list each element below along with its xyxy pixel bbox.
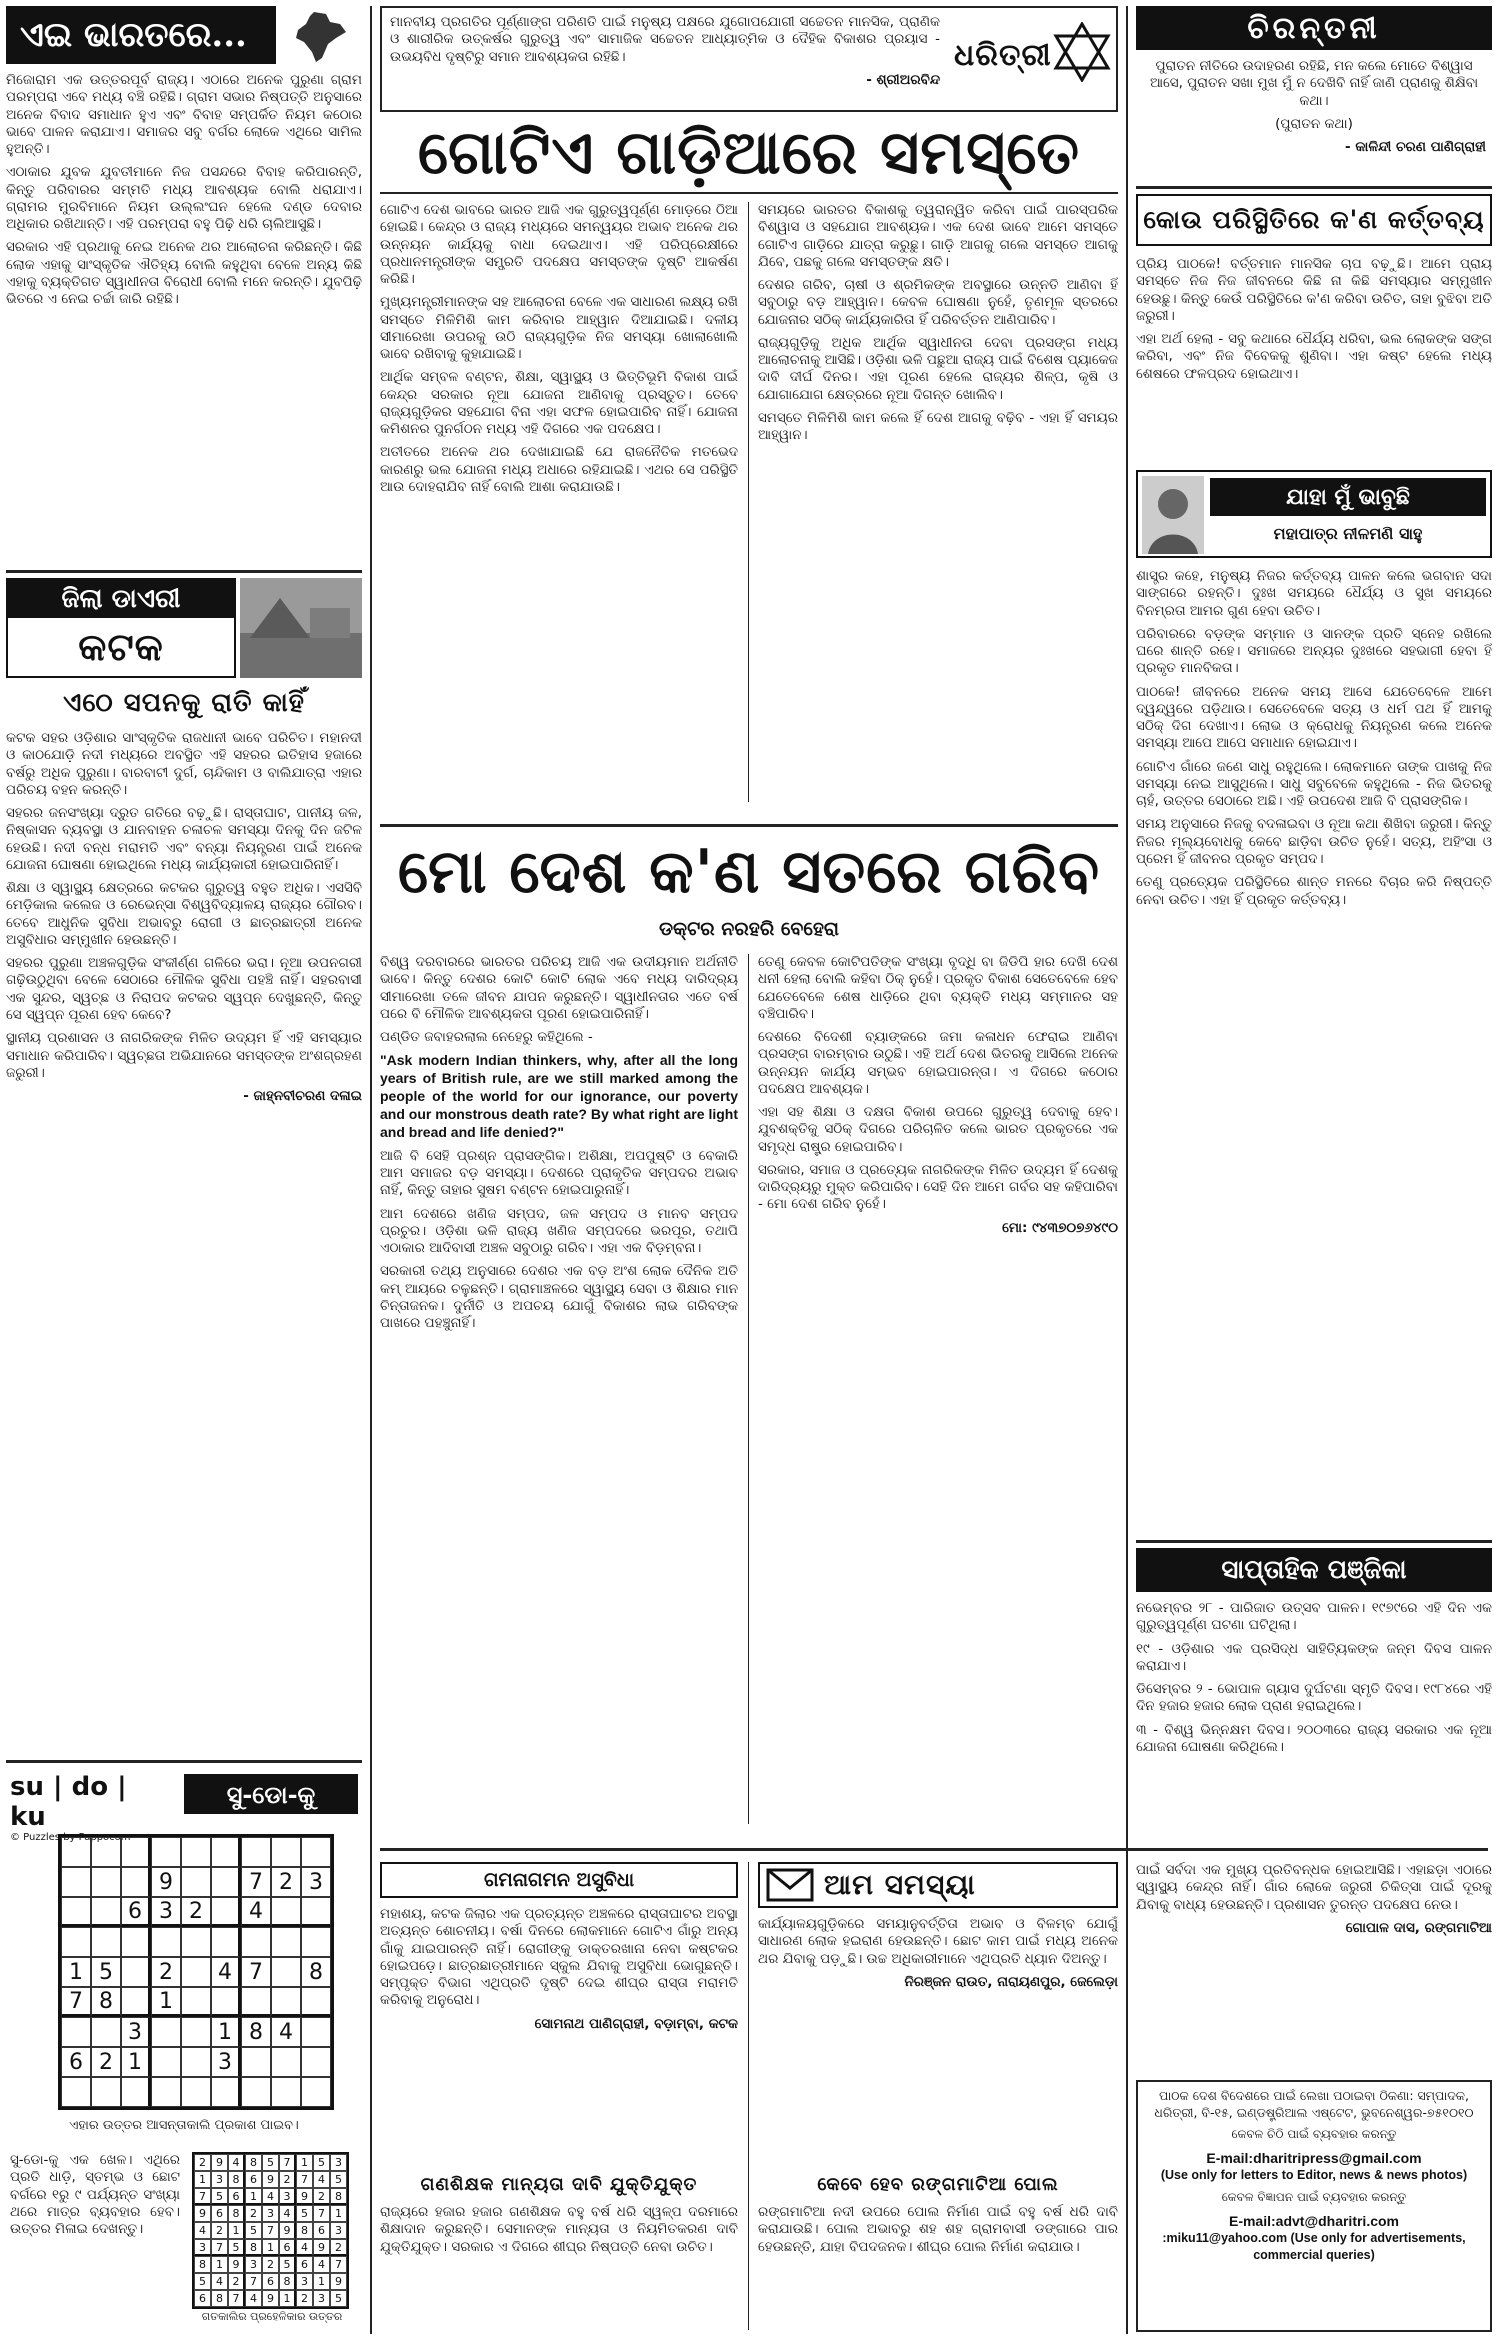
sudoku-cell[interactable] bbox=[181, 1987, 211, 2017]
paragraph: ଶିକ୍ଷା ଓ ସ୍ୱାସ୍ଥ୍ୟ କ୍ଷେତ୍ରରେ କଟକର ଗୁରୁତ୍ୱ ବହୁତ ଅଧିକ। ଏସସିବି ମେଡ଼ିକାଲ କଲେଜ ଓ ରେଭେନ୍ସା ବିଶ୍ୱବିଦ୍ୟାଳୟ ରାଜ୍ୟର ଗୌରବ। ତେବେ ଆଧୁନିକ ସୁବିଧା ଅଭାବରୁ ରୋଗୀ ଓ ଛାତ୍ରଛାତ୍ରୀ ଅନେକ ଅସୁବିଧାର ସମ୍ମୁଖୀନ ହେଉଛନ୍ତି। bbox=[6, 880, 362, 948]
answer-cell: 2 bbox=[211, 2222, 228, 2239]
sudoku-cell[interactable]: 3 bbox=[121, 2017, 151, 2047]
letter-signature: ଗୋପାଳ ଦାସ, ରଙ୍ଗମାଟିଆ bbox=[1345, 1919, 1492, 1936]
letter1-title: ଗମନାଗମନ ଅସୁବିଧା bbox=[380, 1862, 738, 1898]
district-name: କଟକ bbox=[78, 624, 164, 669]
sudoku-cell[interactable] bbox=[61, 2077, 91, 2107]
sudoku-cell[interactable] bbox=[271, 1987, 301, 2017]
sudoku-section bbox=[6, 1768, 362, 2334]
sudoku-cell[interactable] bbox=[301, 1987, 331, 2017]
paragraph: ସ୍ଥାନୀୟ ପ୍ରଶାସନ ଓ ନାଗରିକଙ୍କ ମିଳିତ ଉଦ୍ୟମ ହିଁ ଏହି ସମସ୍ୟାର ସମାଧାନ କରିପାରିବ। ସ୍ୱଚ୍ଛତା ଅଭିଯାନରେ ସମସ୍ତଙ୍କ ଅଂଶଗ୍ରହଣ ଜରୁରୀ। bbox=[6, 1030, 362, 1081]
sudoku-answer-grid bbox=[192, 2152, 349, 2309]
sudoku-cell[interactable] bbox=[301, 2077, 331, 2107]
answer-cell: 9 bbox=[262, 2290, 279, 2307]
letter-body: ରାଜ୍ୟରେ ହଜାର ହଜାର ଗଣଶିକ୍ଷକ ବହୁ ବର୍ଷ ଧରି ସ୍ୱଳ୍ପ ଦରମାରେ ଶିକ୍ଷାଦାନ କରୁଛନ୍ତି। ସେମାନଙ୍କ ମାନ୍ୟତା ଓ ନିୟମିତକରଣ ଦାବି ଯୁକ୍ତିଯୁକ୍ତ। ସରକାର ଏ ଦିଗରେ ଶୀଘ୍ର ନିଷ୍ପତ୍ତି ନେବା ଉଚିତ। bbox=[380, 2204, 738, 2255]
answer-cell: 3 bbox=[330, 2154, 347, 2171]
sudoku-cell[interactable] bbox=[211, 1927, 241, 1957]
answer-cell: 1 bbox=[313, 2273, 330, 2290]
paragraph: ଗୋଟିଏ ଦେଶ ଭାବରେ ଭାରତ ଆଜି ଏକ ଗୁରୁତ୍ୱପୂର୍ଣ୍ଣ ମୋଡ଼ରେ ଠିଆ ହୋଇଛି। କେନ୍ଦ୍ର ଓ ରାଜ୍ୟ ମଧ୍ୟରେ ସମନ୍ୱୟର ଅଭାବ ଅନେକ ଥର ଉନ୍ନୟନ କାର୍ଯ୍ୟକୁ ବାଧା ଦେଇଥାଏ। ଏହି ପରିପ୍ରେକ୍ଷୀରେ ପ୍ରଧାନମନ୍ତ୍ରୀଙ୍କ ସମ୍ପ୍ରତି ପଦକ୍ଷେପ ସମସ୍ତଙ୍କ ଦୃଷ୍ଟି ଆକର୍ଷଣ କରିଛି। bbox=[380, 202, 738, 288]
sudoku-cell[interactable] bbox=[61, 1927, 91, 1957]
sudoku-cell[interactable]: 1 bbox=[121, 2047, 151, 2077]
answer-cell: 3 bbox=[296, 2273, 313, 2290]
paragraph: ଦେଶର ଗରିବ, ଚାଷୀ ଓ ଶ୍ରମିକଙ୍କ ଅବସ୍ଥାରେ ଉନ୍ନତି ଆଣିବା ହିଁ ସବୁଠାରୁ ବଡ଼ ଆହ୍ୱାନ। କେବଳ ଘୋଷଣା ନୁହେଁ, ତୃଣମୂଳ ସ୍ତରରେ ଯୋଜନାର ସଠିକ୍ କାର୍ଯ୍ୟକାରିତା ହିଁ ପରିବର୍ତ୍ତନ ଆଣିପାରିବ। bbox=[758, 277, 1118, 328]
answer-cell: 7 bbox=[245, 2273, 262, 2290]
sudoku-cell[interactable] bbox=[301, 1927, 331, 1957]
sudoku-cell[interactable] bbox=[121, 2077, 151, 2107]
sudoku-cell[interactable]: 5 bbox=[91, 1957, 121, 1987]
paragraph: ଶାସ୍ତ୍ର କହେ, ମନୁଷ୍ୟ ନିଜର କର୍ତ୍ତବ୍ୟ ପାଳନ କଲେ ଭଗବାନ ସଦା ସାଙ୍ଗରେ ରହନ୍ତି। ଦୁଃଖ ସମୟରେ ଧୈର୍ଯ୍ୟ ଓ ସୁଖ ସମୟରେ ବିନମ୍ରତା ଆମର ଗୁଣ ହେବା ଉଚିତ। bbox=[1136, 568, 1492, 619]
sudoku-cell[interactable]: 2 bbox=[151, 1957, 181, 1987]
sudoku-cell[interactable]: 1 bbox=[61, 1957, 91, 1987]
answer-cell: 7 bbox=[330, 2256, 347, 2273]
sudoku-cell[interactable] bbox=[241, 1987, 271, 2017]
poem-source: (ପୁରାତନ କଥା) bbox=[1275, 115, 1353, 132]
sudoku-cell[interactable] bbox=[271, 1837, 301, 1867]
quote-text: ମାନବୀୟ ପ୍ରଗତିର ପୂର୍ଣ୍ଣାଙ୍ଗ ପରିଣତି ପାଇଁ ମନୁଷ୍ୟ ପକ୍ଷରେ ଯୁଗୋପଯୋଗୀ ସଚ୍ଚେତନ ମାନସିକ, ପ୍ରାଣିକ ଓ ଶାରୀରିକ ଉତ୍କର୍ଷର ଗୁରୁତ୍ୱ ଏବଂ ସାମାଜିକ ସଚ୍ଚେତନ ଆଧ୍ୟାତ୍ମିକ ଓ ଦୈହିକ ବିକାଶର ପ୍ରୟାସ - ଉଭୟବିଧ ଦୃଷ୍ଟିରୁ ସମାନ ଆବଶ୍ୟକତା ରହିଛି। bbox=[390, 14, 940, 65]
answer-cell: 6 bbox=[313, 2222, 330, 2239]
answer-cell: 1 bbox=[262, 2239, 279, 2256]
sudoku-cell[interactable] bbox=[121, 1957, 151, 1987]
sudoku-cell[interactable] bbox=[61, 1897, 91, 1927]
sudoku-cell[interactable] bbox=[301, 2047, 331, 2077]
paragraph: ଅତୀତରେ ଅନେକ ଥର ଦେଖାଯାଇଛି ଯେ ରାଜନୈତିକ ମତଭେଦ କାରଣରୁ ଭଲ ଯୋଜନା ମଧ୍ୟ ଅଧାରେ ରହିଯାଇଛି। ଏଥର ସେ ପରିସ୍ଥିତି ଆଉ ଦୋହରାଯିବ ନାହିଁ ବୋଲି ଆଶା କରାଯାଉଛି। bbox=[380, 444, 738, 495]
sudoku-cell[interactable] bbox=[151, 2077, 181, 2107]
envelope-icon bbox=[766, 1868, 814, 1902]
sudoku-cell[interactable]: 2 bbox=[91, 2047, 121, 2077]
answer-cell: 5 bbox=[313, 2154, 330, 2171]
poem-author: - କାଳିନ୍ଦୀ ଚରଣ ପାଣିଗ୍ରାହୀ bbox=[1345, 139, 1486, 156]
paragraph: ଦେଶରେ ବିଦେଶୀ ବ୍ୟାଙ୍କରେ ଜମା କଳାଧନ ଫେରାଇ ଆଣିବା ପ୍ରସଙ୍ଗ ବାରମ୍ବାର ଉଠୁଛି। ଏହି ଅର୍ଥ ଦେଶ ଭିତରକୁ ଆସିଲେ ଅନେକ ଉନ୍ନୟନ କାର୍ଯ୍ୟ ସମ୍ଭବ ହୋଇପାରନ୍ତା। ଏ ଦିଗରେ କଠୋର ପଦକ୍ଷେପ ଆବଶ୍ୟକ। bbox=[758, 1029, 1118, 1097]
answer-cell: 4 bbox=[228, 2154, 245, 2171]
sudoku-cell[interactable] bbox=[181, 1837, 211, 1867]
district-diary bbox=[6, 578, 362, 1668]
answer-cell: 3 bbox=[313, 2290, 330, 2307]
advt-email-alt[interactable]: :miku11@yahoo.com (Use only for advertisements, commercial queries) bbox=[1162, 2231, 1466, 2262]
answer-cell: 9 bbox=[330, 2273, 347, 2290]
answer-cell: 7 bbox=[262, 2222, 279, 2239]
chirantani-section bbox=[1136, 6, 1492, 182]
editor-email[interactable]: E-mail:dharitripress@gmail.com bbox=[1206, 2149, 1422, 2166]
paragraph: କଟକ ସହର ଓଡ଼ିଶାର ସାଂସ୍କୃତିକ ରାଜଧାନୀ ଭାବେ ପରିଚିତ। ମହାନଦୀ ଓ କାଠଯୋଡ଼ି ନଦୀ ମଧ୍ୟରେ ଅବସ୍ଥିତ ଏହି ସହରର ଇତିହାସ ହଜାରେ ବର୍ଷରୁ ଅଧିକ ପୁରୁଣା। ବାରବାଟୀ ଦୁର୍ଗ, ଚାନ୍ଦିକାମ ଓ ବାଲିଯାତ୍ରା ଏହାର ପରିଚୟ ବହନ କରନ୍ତି। bbox=[6, 730, 362, 798]
answer-cell: 8 bbox=[211, 2290, 228, 2307]
district-photo bbox=[240, 578, 362, 678]
answer-cell: 4 bbox=[279, 2205, 296, 2222]
sudoku-cell[interactable] bbox=[301, 1897, 331, 1927]
answer-cell: 8 bbox=[245, 2239, 262, 2256]
sudoku-cell[interactable]: 3 bbox=[151, 1897, 181, 1927]
answer-cell: 2 bbox=[228, 2273, 245, 2290]
answer-cell: 6 bbox=[245, 2171, 262, 2188]
answer-cell: 6 bbox=[262, 2273, 279, 2290]
email-label: କେବଳ ଚିଠି ପାଇଁ ବ୍ୟବହାର କରନ୍ତୁ bbox=[1231, 2127, 1397, 2141]
answer-cell: 3 bbox=[211, 2171, 228, 2188]
paragraph: ରାଜ୍ୟଗୁଡ଼ିକୁ ଅଧିକ ଆର୍ଥିକ ସ୍ୱାଧୀନତା ଦେବା ପ୍ରସଙ୍ଗ ମଧ୍ୟ ଆଲୋଚନାକୁ ଆସିଛି। ଓଡ଼ିଶା ଭଳି ପଛୁଆ ରାଜ୍ୟ ପାଇଁ ବିଶେଷ ପ୍ୟାକେଜ ଦାବି ଦୀର୍ଘ ଦିନର। ଏହା ପୂରଣ ହେଲେ ରାଜ୍ୟର ଶିଳ୍ପ, କୃଷି ଓ ଯୋଗାଯୋଗ କ୍ଷେତ୍ରରେ ନୂଆ ଦିଗନ୍ତ ଖୋଲିବ। bbox=[758, 334, 1118, 403]
district-headline: ଏଠେ ସପନକୁ ରାତି କାହିଁ bbox=[63, 688, 305, 718]
answer-cell: 3 bbox=[262, 2205, 279, 2222]
paragraph: ସରକାର, ସମାଜ ଓ ପ୍ରତ୍ୟେକ ନାଗରିକଙ୍କ ମିଳିତ ଉଦ୍ୟମ ହିଁ ଦେଶକୁ ଦାରିଦ୍ର୍ୟରୁ ମୁକ୍ତ କରିପାରିବ। ସେହି ଦିନ ଆମେ ଗର୍ବର ସହ କହିପାରିବା - ମୋ ଦେଶ ଗରିବ ନୁହେଁ। bbox=[758, 1161, 1118, 1213]
sudoku-cell[interactable] bbox=[151, 1927, 181, 1957]
answer-cell: 8 bbox=[296, 2222, 313, 2239]
letter-body: ପାଇଁ ସର୍ବଦା ଏକ ମୁଖ୍ୟ ପ୍ରତିବନ୍ଧକ ହୋଇଆସିଛି। ଏହାଛଡ଼ା ଏଠାରେ ସ୍ୱାସ୍ଥ୍ୟ କେନ୍ଦ୍ର ନାହିଁ। ଗାଁର ଲୋକେ ଜରୁରୀ ଚିକିତ୍ସା ପାଇଁ ଦୂରକୁ ଯିବାକୁ ବାଧ୍ୟ ହେଉଛନ୍ତି। ପ୍ରଶାସନ ତୁରନ୍ତ ପଦକ୍ଷେପ ନେଉ। bbox=[1136, 1862, 1492, 1913]
sudoku-cell[interactable] bbox=[151, 1837, 181, 1867]
sudoku-cell[interactable] bbox=[61, 2017, 91, 2047]
paragraph: ତେଣୁ କେବଳ କୋଟିପତିଙ୍କ ସଂଖ୍ୟା ବୃଦ୍ଧି ବା ଜିଡିପି ହାର ଦେଖି ଦେଶ ଧନୀ ହେଲା ବୋଲି କହିବା ଠିକ୍ ନୁହେଁ। ପ୍ରକୃତ ବିକାଶ ସେତେବେଳେ ହେବ ଯେତେବେଳେ ଶେଷ ଧାଡ଼ିରେ ଥିବା ବ୍ୟକ୍ତି ମଧ୍ୟ ସମ୍ମାନର ସହ ବଞ୍ଚିପାରିବ। bbox=[758, 954, 1118, 1022]
paragraph: ଏଠାକାର ଯୁବକ ଯୁବତୀମାନେ ନିଜ ପସନ୍ଦରେ ବିବାହ କରିପାରନ୍ତି, କିନ୍ତୁ ପରିବାରର ସମ୍ମତି ମଧ୍ୟ ଆବଶ୍ୟକ ବୋଲି ଧରାଯାଏ। ଗ୍ରାମର ମୁରବିମାନେ ନିୟମ ଉଲ୍ଲଂଘନ ହେଲେ ଦଣ୍ଡ ଦେବାର ଅଧିକାର ରଖିଥାନ୍ତି। ଏହି ପରମ୍ପରା ବହୁ ପିଢ଼ି ଧରି ଚାଲିଆସୁଛି। bbox=[6, 164, 362, 233]
answer-cell: 3 bbox=[279, 2188, 296, 2205]
contact-address: ପାଠକ ଦେଶ ବିଦେଶରେ ପାଇଁ ଲେଖା ପଠାଇବା ଠିକଣା: ସମ୍ପାଦକ, ଧରିତ୍ରୀ, ବି-୧୫, ଇଣ୍ଡଷ୍ଟ୍ରିଆଲ ଏଷ୍ଟେଟ, ଭୁବନେଶ୍ୱର-୭୫୧୦୧୦ bbox=[1154, 2088, 1474, 2120]
paper-name: ଧରିତ୍ରୀ bbox=[954, 38, 1052, 73]
letter2-title: ଗଣଶିକ୍ଷକ ମାନ୍ୟତା ଦାବି ଯୁକ୍ତିଯୁକ୍ତ bbox=[420, 2174, 698, 2195]
feature-article bbox=[380, 832, 1118, 1842]
quote-author: - ଶ୍ରୀଅରବିନ୍ଦ bbox=[866, 71, 940, 88]
sudoku-cell[interactable] bbox=[121, 1837, 151, 1867]
answer-cell: 1 bbox=[228, 2222, 245, 2239]
sudoku-title: ସୁ-ଡୋ-କୁ bbox=[184, 1774, 358, 1814]
paragraph: ମିଜୋରାମ ଏକ ଉତ୍ତରପୂର୍ବ ରାଜ୍ୟ। ଏଠାରେ ଅନେକ ପୁରୁଣା ଗ୍ରାମ ପରମ୍ପରା ଏବେ ମଧ୍ୟ ବଞ୍ଚି ରହିଛି। ଗ୍ରାମ ସଭାର ନିଷ୍ପତ୍ତି ଅନୁସାରେ ଅନେକ ବିବାଦ ସମାଧାନ ହୁଏ ଏବଂ ବିବାହ ସମ୍ପର୍କିତ ନିୟମ କଠୋର ଭାବେ ପାଳନ କରାଯାଏ। ସମାଜର ସବୁ ବର୍ଗର ଲୋକେ ଏଥିରେ ସାମିଲ ହୁଅନ୍ତି। bbox=[6, 72, 362, 158]
paragraph: ଆମ ଦେଶରେ ଖଣିଜ ସମ୍ପଦ, ଜଳ ସମ୍ପଦ ଓ ମାନବ ସମ୍ପଦ ପ୍ରଚୁର। ଓଡ଼ିଶା ଭଳି ରାଜ୍ୟ ଖଣିଜ ସମ୍ପଦରେ ଭରପୂର, ତଥାପି ଏଠାକାର ଆଦିବାସୀ ଅଞ୍ଚଳ ସବୁଠାରୁ ଗରିବ। ଏହା ଏକ ବିଡ଼ମ୍ବନା। bbox=[380, 1205, 738, 1257]
sudoku-cell[interactable] bbox=[271, 1957, 301, 1987]
sudoku-cell[interactable] bbox=[181, 1867, 211, 1897]
sudoku-cell[interactable] bbox=[241, 2077, 271, 2107]
answer-cell: 8 bbox=[279, 2273, 296, 2290]
sudoku-cell[interactable]: 7 bbox=[241, 1957, 271, 1987]
answer-cell: 8 bbox=[228, 2171, 245, 2188]
letters-title: ଆମ ସମସ୍ୟା bbox=[824, 1868, 976, 1901]
paragraph: ସହରର ଜନସଂଖ୍ୟା ଦ୍ରୁତ ଗତିରେ ବଢ଼ୁଛି। ରାସ୍ତାଘାଟ, ପାନୀୟ ଜଳ, ନିଷ୍କାସନ ବ୍ୟବସ୍ଥା ଓ ଯାନବାହନ ଚଳାଚଳ ସମସ୍ୟା ଦିନକୁ ଦିନ ଜଟିଳ ହେଉଛି। ନଦୀ ବନ୍ଧ ମରାମତି ଏବଂ ବନ୍ୟା ନିୟନ୍ତ୍ରଣ ପାଇଁ ଅନେକ ଯୋଜନା ଘୋଷଣା ହୋଇଥିଲେ ମଧ୍ୟ କାର୍ଯ୍ୟକାରୀ ହୋଇପାରିନାହିଁ। bbox=[6, 805, 362, 873]
answer-cell: 6 bbox=[228, 2188, 245, 2205]
paragraph: ସମସ୍ତେ ମିଳିମିଶି କାମ କଲେ ହିଁ ଦେଶ ଆଗକୁ ବଢ଼ିବ - ଏହା ହିଁ ସମୟର ଆହ୍ୱାନ। bbox=[758, 409, 1118, 444]
sudoku-cell[interactable]: 6 bbox=[61, 2047, 91, 2077]
panjika-entry: ନଭେମ୍ବର ୨୮ - ପାରିଜାତ ଉତ୍ସବ ପାଳନ। ୧୯୭୯ରେ ଏହି ଦିନ ଏକ ଗୁରୁତ୍ୱପୂର୍ଣ୍ଣ ଘଟଣା ଘଟିଥିଲା। bbox=[1136, 1600, 1492, 1634]
sudoku-cell[interactable]: 3 bbox=[211, 2047, 241, 2077]
advt-email[interactable]: E-mail:advt@dharitri.com bbox=[1228, 2212, 1400, 2229]
paragraph: ଏହା ସହ ଶିକ୍ଷା ଓ ଦକ୍ଷତା ବିକାଶ ଉପରେ ଗୁରୁତ୍ୱ ଦେବାକୁ ହେବ। ଯୁବଶକ୍ତିକୁ ସଠିକ୍ ଦିଗରେ ପରିଚାଳିତ କଲେ ଭାରତ ପ୍ରକୃତରେ ଏକ ସମୃଦ୍ଧ ରାଷ୍ଟ୍ର ହୋଇପାରିବ। bbox=[758, 1104, 1118, 1155]
answer-cell: 2 bbox=[330, 2239, 347, 2256]
answer-cell: 3 bbox=[245, 2256, 262, 2273]
answer-cell: 4 bbox=[194, 2222, 211, 2239]
sudoku-cell[interactable] bbox=[241, 1927, 271, 1957]
paragraph: ସରକାର ଏହି ପ୍ରଥାକୁ ନେଇ ଅନେକ ଥର ଆଲୋଚନା କରିଛନ୍ତି। କିଛି ଲୋକ ଏହାକୁ ସାଂସ୍କୃତିକ ଐତିହ୍ୟ ବୋଲି କହୁଥିବା ବେଳେ ଅନ୍ୟ କିଛି ଏହାକୁ ବ୍ୟକ୍ତିଗତ ସ୍ୱାଧୀନତା ବିରୋଧୀ ବୋଲି ମନେ କରନ୍ତି। ଯୁବପିଢ଼ି ଭିତରେ ଏ ନେଇ ଚର୍ଚ୍ଚା ଜାରି ରହିଛି। bbox=[6, 239, 362, 308]
answer-cell: 5 bbox=[279, 2256, 296, 2273]
answer-cell: 7 bbox=[296, 2171, 313, 2188]
sudoku-cell[interactable] bbox=[91, 1837, 121, 1867]
sudoku-note: ଏହାର ଉତ୍ତର ଆସନ୍ତାକାଲି ପ୍ରକାଶ ପାଇବ। bbox=[69, 2118, 299, 2133]
answer-cell: 7 bbox=[313, 2205, 330, 2222]
answer-cell: 9 bbox=[194, 2205, 211, 2222]
paragraph: ମୁଖ୍ୟମନ୍ତ୍ରୀମାନଙ୍କ ସହ ଆଲୋଚନା ବେଳେ ଏକ ସାଧାରଣ ଲକ୍ଷ୍ୟ ରଖି ସମସ୍ତେ ମିଳିମିଶି କାମ କରିବାର ଆହ୍ୱାନ ଦିଆଯାଇଛି। ଦଳୀୟ ସୀମାରେଖା ଉପରକୁ ଉଠି ରାଜ୍ୟଗୁଡ଼ିକ ନିଜ ସମସ୍ୟା ଖୋଲାଖୋଲି ଭାବେ ରଖିବାକୁ କୁହାଯାଇଛି। bbox=[380, 294, 738, 363]
sudoku-cell[interactable]: 4 bbox=[241, 1897, 271, 1927]
answer-cell: 4 bbox=[313, 2256, 330, 2273]
sudoku-cell[interactable] bbox=[91, 1867, 121, 1897]
paper-logo bbox=[954, 18, 1114, 104]
answer-cell: 8 bbox=[330, 2188, 347, 2205]
answer-cell: 9 bbox=[296, 2188, 313, 2205]
district-label: ଜିଲା ଡାଏରୀ bbox=[8, 580, 234, 618]
paragraph: ବିଶ୍ୱ ଦରବାରରେ ଭାରତର ପରିଚୟ ଆଜି ଏକ ଉଦୀୟମାନ ଅର୍ଥନୀତି ଭାବେ। କିନ୍ତୁ ଦେଶର କୋଟି କୋଟି ଲୋକ ଏବେ ମଧ୍ୟ ଦାରିଦ୍ର୍ୟ ସୀମାରେଖା ତଳେ ଜୀବନ ଯାପନ କରୁଛନ୍ତି। ସ୍ୱାଧୀନତାର ଏତେ ବର୍ଷ ପରେ ବି ମୌଳିକ ଆବଶ୍ୟକତା ପୂରଣ ହୋଇପାରିନାହିଁ। bbox=[380, 954, 738, 1022]
answer-cell: 2 bbox=[194, 2154, 211, 2171]
paragraph: ପରିବାରରେ ବଡ଼ଙ୍କ ସମ୍ମାନ ଓ ସାନଙ୍କ ପ୍ରତି ସ୍ନେହ ରଖିଲେ ଘରେ ଶାନ୍ତି ରହେ। ସମାଜରେ ଅନ୍ୟର ଦୁଃଖରେ ସହଭାଗୀ ହେବା ହିଁ ପ୍ରକୃତ ମାନବିକତା। bbox=[1136, 625, 1492, 677]
masthead-quote bbox=[380, 6, 1118, 112]
answer-cell: 6 bbox=[296, 2256, 313, 2273]
answer-cell: 9 bbox=[262, 2171, 279, 2188]
answer-cell: 2 bbox=[245, 2205, 262, 2222]
sudoku-cell[interactable]: 7 bbox=[241, 1867, 271, 1897]
answer-cell: 2 bbox=[296, 2290, 313, 2307]
answer-cell: 1 bbox=[211, 2256, 228, 2273]
paragraph: ସରକାରୀ ତଥ୍ୟ ଅନୁସାରେ ଦେଶର ଏକ ବଡ଼ ଅଂଶ ଲୋକ ଦୈନିକ ଅତି କମ୍ ଆୟରେ ଚଳୁଛନ୍ତି। ଗ୍ରାମାଞ୍ଚଳରେ ସ୍ୱାସ୍ଥ୍ୟ ସେବା ଓ ଶିକ୍ଷାର ମାନ ଚିନ୍ତାଜନକ। ଦୁର୍ନୀତି ଓ ଅପଚୟ ଯୋଗୁଁ ବିକାଶର ଲାଭ ଗରିବଙ୍କ ପାଖରେ ପହଞ୍ଚୁନାହିଁ। bbox=[380, 1263, 738, 1332]
sudoku-cell[interactable] bbox=[271, 1927, 301, 1957]
sudoku-cell[interactable]: 4 bbox=[271, 2017, 301, 2047]
letter-body: ରଙ୍ଗମାଟିଆ ନଦୀ ଉପରେ ପୋଲ ନିର୍ମାଣ ପାଇଁ ବହୁ ବର୍ଷ ଧରି ଦାବି କରାଯାଉଛି। ପୋଲ ଅଭାବରୁ ଶହ ଶହ ଗ୍ରାମବାସୀ ଡଙ୍ଗାରେ ପାର ହେଉଛନ୍ତି, ଯାହା ବିପଦଜନକ। ଶୀଘ୍ର ପୋଲ ନିର୍ମାଣ କରାଯାଉ। bbox=[758, 2204, 1118, 2255]
letters-section bbox=[380, 1856, 1118, 2334]
sudoku-cell[interactable] bbox=[61, 1867, 91, 1897]
paragraph: ଆର୍ଥିକ ସମ୍ବଳ ବଣ୍ଟନ, ଶିକ୍ଷା, ସ୍ୱାସ୍ଥ୍ୟ ଓ ଭିତ୍ତିଭୂମି ବିକାଶ ପାଇଁ କେନ୍ଦ୍ର ସରକାର ନୂଆ ଯୋଜନା ଆଣିବାକୁ ପ୍ରସ୍ତୁତ। ତେବେ ରାଜ୍ୟଗୁଡ଼ିକର ସହଯୋଗ ବିନା ଏହା ସଫଳ ହୋଇପାରିବ ନାହିଁ। ଯୋଜନା କମିଶନର ପୁନର୍ଗଠନ ମଧ୍ୟ ଏହି ଦିଗରେ ଏକ ପଦକ୍ଷେପ। bbox=[380, 369, 738, 438]
answer-cell: 1 bbox=[194, 2171, 211, 2188]
sudoku-cell[interactable]: 3 bbox=[301, 1867, 331, 1897]
answer-cell: 9 bbox=[211, 2154, 228, 2171]
answer-cell: 2 bbox=[279, 2171, 296, 2188]
lead-article bbox=[380, 118, 1118, 818]
feature-headline: ମୋ ଦେଶ କ'ଣ ସତରେ ଗରିବ bbox=[397, 837, 1101, 907]
answer-cell: 8 bbox=[245, 2154, 262, 2171]
sudoku-cell[interactable]: 7 bbox=[61, 1987, 91, 2017]
answer-cell: 1 bbox=[279, 2290, 296, 2307]
answer-cell: 7 bbox=[279, 2154, 296, 2171]
sudoku-cell[interactable] bbox=[241, 2047, 271, 2077]
paragraph: ପାଠକେ! ଜୀବନରେ ଅନେକ ସମୟ ଆସେ ଯେତେବେଳେ ଆମେ ଦ୍ୱନ୍ଦ୍ୱରେ ପଡ଼ିଥାଉ। ସେତେବେଳେ ସତ୍ୟ ଓ ଧର୍ମ ପଥ ହିଁ ଆମକୁ ସଠିକ୍ ଦିଗ ଦେଖାଏ। ଲୋଭ ଓ କ୍ରୋଧକୁ ନିୟନ୍ତ୍ରଣ କଲେ ଅନେକ ସମସ୍ୟା ଆପେ ଆପେ ସମାଧାନ ହୋଇଯାଏ। bbox=[1136, 683, 1492, 752]
answer-cell: 6 bbox=[211, 2205, 228, 2222]
sudoku-grid bbox=[58, 1834, 334, 2110]
sudoku-cell[interactable] bbox=[181, 2017, 211, 2047]
answer-cell: 7 bbox=[194, 2188, 211, 2205]
star-logo-icon bbox=[1052, 22, 1112, 82]
answer-cell: 2 bbox=[262, 2256, 279, 2273]
answer-cell: 9 bbox=[279, 2222, 296, 2239]
panjika-section bbox=[1136, 1548, 1492, 1842]
panjika-title: ସାପ୍ତାହିକ ପଞ୍ଜିକା bbox=[1136, 1548, 1492, 1592]
sudoku-cell[interactable] bbox=[301, 1837, 331, 1867]
sudoku-cell[interactable]: 8 bbox=[241, 2017, 271, 2047]
column-title: ଯାହା ମୁଁ ଭାବୁଛି bbox=[1210, 478, 1486, 516]
lead-headline: ଗୋଟିଏ ଗାଡ଼ିଆରେ ସମସ୍ତେ bbox=[417, 118, 1081, 188]
sudoku-cell[interactable]: 1 bbox=[211, 2017, 241, 2047]
paragraph: ପ୍ରିୟ ପାଠକେ! ବର୍ତ୍ତମାନ ମାନସିକ ଚାପ ବଢ଼ୁଛି। ଆମେ ପ୍ରାୟ ସମସ୍ତେ ନିଜ ନିଜ ଜୀବନରେ କିଛି ନା କିଛି ସମସ୍ୟାର ସମ୍ମୁଖୀନ ହେଉଛୁ। କିନ୍ତୁ କେଉଁ ପରିସ୍ଥିତିରେ କ'ଣ କରିବା ଉଚିତ, ତାହା ବୁଝିବା ଅତି ଜରୁରୀ। bbox=[1136, 256, 1492, 324]
answer-cell: 8 bbox=[228, 2205, 245, 2222]
sudoku-cell[interactable] bbox=[61, 1837, 91, 1867]
paragraph: ପଣ୍ଡିତ ଜବାହରଲାଲ ନେହେରୁ କହିଥିଲେ - bbox=[380, 1029, 593, 1046]
email-note: (Use only for letters to Editor, news & news photos) bbox=[1160, 2168, 1468, 2183]
sudoku-logo: su | do | ku © Puzzles by Pappocom bbox=[10, 1772, 131, 1843]
answer-cell: 5 bbox=[330, 2290, 347, 2307]
letter-body: କାର୍ଯ୍ୟାଳୟଗୁଡ଼ିକରେ ସମୟାନୁବର୍ତ୍ତିତା ଅଭାବ ଓ ବିଳମ୍ବ ଯୋଗୁଁ ସାଧାରଣ ଲୋକ ହଇରାଣ ହେଉଛନ୍ତି। ଛୋଟ କାମ ପାଇଁ ମଧ୍ୟ ଅନେକ ଥର ଯିବାକୁ ପଡ଼ୁଛି। ଉଚ୍ଚ ଅଧିକାରୀମାନେ ଏଥିପ୍ରତି ଧ୍ୟାନ ଦିଅନ୍ତୁ। bbox=[758, 1916, 1118, 1967]
sudoku-cell[interactable] bbox=[181, 1957, 211, 1987]
district-header bbox=[6, 578, 236, 678]
author-signature: - ଜାହ୍ନବୀଚରଣ ଦଳାଇ bbox=[243, 1088, 362, 1105]
sudoku-cell[interactable] bbox=[301, 2017, 331, 2047]
answer-cell: 4 bbox=[211, 2273, 228, 2290]
answer-cell: 6 bbox=[279, 2239, 296, 2256]
sudoku-cell[interactable]: 2 bbox=[271, 1867, 301, 1897]
answer-caption: ଗତକାଲିର ପ୍ରହେଳିକାର ଉତ୍ତର bbox=[201, 2310, 343, 2323]
sudoku-cell[interactable] bbox=[181, 1927, 211, 1957]
answer-cell: 4 bbox=[262, 2188, 279, 2205]
left-top-section bbox=[6, 6, 362, 554]
poem: ପୁରାତନ ନୀତିରେ ଉଦାହରଣ ରହିଛି, ମନ କଲେ ମୋତେ ବିଶ୍ୱାସ ଆସେ, ପୁରାତନ ସଖା ମୁଖ ମୁଁ ନ ଦେଖିବି ନାହିଁ ଜାଣି ପ୍ରାଣକୁ ଶିକ୍ଷିବା କଥା। bbox=[1149, 58, 1479, 109]
answer-cell: 7 bbox=[211, 2239, 228, 2256]
paragraph: ତେଣୁ ପ୍ରତ୍ୟେକ ପରିସ୍ଥିତିରେ ଶାନ୍ତ ମନରେ ବିଚାର କରି ନିଷ୍ପତ୍ତି ନେବା ଉଚିତ। ଏହା ହିଁ ପ୍ରକୃତ କର୍ତ୍ତବ୍ୟ। bbox=[1136, 874, 1492, 908]
sudoku-cell[interactable] bbox=[211, 1867, 241, 1897]
answer-cell: 4 bbox=[296, 2239, 313, 2256]
sudoku-cell[interactable] bbox=[91, 1897, 121, 1927]
contact-box bbox=[1136, 2080, 1492, 2332]
sudoku-cell[interactable] bbox=[211, 1837, 241, 1867]
sudoku-cell[interactable]: 2 bbox=[181, 1897, 211, 1927]
answer-cell: 5 bbox=[262, 2154, 279, 2171]
letters-right bbox=[1136, 1856, 1492, 2076]
sudoku-cell[interactable]: 1 bbox=[151, 1987, 181, 2017]
paragraph: ସମୟ ଅନୁସାରେ ନିଜକୁ ବଦଳାଇବା ଓ ନୂଆ କଥା ଶିଖିବା ଜରୁରୀ। କିନ୍ତୁ ନିଜର ମୂଲ୍ୟବୋଧକୁ କେବେ ଛାଡ଼ିବା ଉଚିତ ନୁହେଁ। ସତ୍ୟ, ଅହିଂସା ଓ ପ୍ରେମ ହିଁ ଜୀବନର ପ୍ରକୃତ ସମ୍ପଦ। bbox=[1136, 816, 1492, 867]
answer-cell: 1 bbox=[330, 2205, 347, 2222]
answer-cell: 7 bbox=[228, 2290, 245, 2307]
panjika-entry: ଡିସେମ୍ବର ୨ - ଭୋପାଳ ଗ୍ୟାସ ଦୁର୍ଘଟଣା ସ୍ମୃତି ଦିବସ। ୧୯୮୪ରେ ଏହି ଦିନ ହଜାର ହଜାର ଲୋକ ପ୍ରାଣ ହରାଇଥିଲେ। bbox=[1136, 1681, 1492, 1715]
answer-cell: 8 bbox=[194, 2256, 211, 2273]
answer-cell: 5 bbox=[296, 2205, 313, 2222]
section-title: ଏଇ ଭାରତରେ... bbox=[6, 6, 276, 64]
sudoku-cell[interactable]: 8 bbox=[301, 1957, 331, 1987]
paragraph: ଆଜି ବି ସେହି ପ୍ରଶ୍ନ ପ୍ରାସଙ୍ଗିକ। ଅଶିକ୍ଷା, ଅପପୁଷ୍ଟି ଓ ବେକାରି ଆମ ସମାଜର ବଡ଼ ସମସ୍ୟା। ଦେଶରେ ପ୍ରାକୃତିକ ସମ୍ପଦର ଅଭାବ ନାହିଁ, କିନ୍ତୁ ତାହାର ସୁଷମ ବଣ୍ଟନ ହୋଇପାରୁନାହିଁ। bbox=[380, 1147, 738, 1199]
answer-cell: 2 bbox=[313, 2188, 330, 2205]
sudoku-cell[interactable] bbox=[91, 2017, 121, 2047]
sudoku-cell[interactable] bbox=[211, 1897, 241, 1927]
answer-cell: 4 bbox=[245, 2290, 262, 2307]
sudoku-cell[interactable] bbox=[91, 2077, 121, 2107]
answer-cell: 5 bbox=[330, 2171, 347, 2188]
sudoku-cell[interactable] bbox=[181, 2077, 211, 2107]
letter-body: ମହାଶୟ, କଟକ ଜିଲାର ଏକ ପ୍ରତ୍ୟନ୍ତ ଅଞ୍ଚଳରେ ରାସ୍ତାଘାଟର ଅବସ୍ଥା ଅତ୍ୟନ୍ତ ଶୋଚନୀୟ। ବର୍ଷା ଦିନରେ ଲୋକମାନେ ଗୋଟିଏ ଗାଁରୁ ଅନ୍ୟ ଗାଁକୁ ଯାଇପାରନ୍ତି ନାହିଁ। ରୋଗୀଙ୍କୁ ଡାକ୍ତରଖାନା ନେବା କଷ୍ଟକର ହୋଇପଡ଼େ। ଛାତ୍ରଛାତ୍ରୀମାନେ ସ୍କୁଲ ଯିବାକୁ ଅସୁବିଧା ଭୋଗୁଛନ୍ତି। ସମ୍ପୃକ୍ତ ବିଭାଗ ଏଥିପ୍ରତି ଦୃଷ୍ଟି ଦେଇ ଶୀଘ୍ର ରାସ୍ତା ମରାମତି କରିବାକୁ ଅନୁରୋଧ। bbox=[380, 1906, 738, 2009]
contact-number: ମୋ: ୯୪୩୭୦୭୬୪୯୦ bbox=[1002, 1219, 1118, 1236]
letter4-title: କେବେ ହେବ ରଙ୍ଗମାଟିଆ ପୋଲ bbox=[817, 2174, 1059, 2195]
column-header bbox=[1136, 470, 1492, 558]
paragraph: ଏହା ଅର୍ଥ ହେଲା - ସବୁ କଥାରେ ଧୈର୍ଯ୍ୟ ଧରିବା, ଭଲ ଲୋକଙ୍କ ସଙ୍ଗ କରିବା, ଏବଂ ନିଜ ବିବେକକୁ ଶୁଣିବା। ଏହା କଷ୍ଟ ହେଲେ ମଧ୍ୟ ଶେଷରେ ଫଳପ୍ରଦ ହୋଇଥାଏ। bbox=[1136, 331, 1492, 382]
sudoku-cell[interactable]: 6 bbox=[121, 1897, 151, 1927]
answer-cell: 1 bbox=[296, 2154, 313, 2171]
india-map-icon bbox=[284, 8, 354, 66]
letters-header bbox=[758, 1862, 1118, 1908]
letter-signature: ସୋମନାଥ ପାଣିଗ୍ରାହୀ, ବଡ଼ାମ୍ବା, କଟକ bbox=[534, 2015, 738, 2032]
answer-cell: 5 bbox=[194, 2273, 211, 2290]
sudoku-cell[interactable] bbox=[151, 2017, 181, 2047]
answer-cell: 9 bbox=[228, 2256, 245, 2273]
author-portrait bbox=[1142, 476, 1204, 554]
panjika-entry: ୧୯ - ଓଡ଼ିଶାର ଏକ ପ୍ରସିଦ୍ଧ ସାହିତ୍ୟିକଙ୍କ ଜନ୍ମ ଦିବସ ପାଳନ କରାଯାଏ। bbox=[1136, 1640, 1492, 1674]
sudoku-cell[interactable]: 9 bbox=[151, 1867, 181, 1897]
sudoku-cell[interactable] bbox=[151, 2047, 181, 2077]
sudoku-cell[interactable] bbox=[241, 1837, 271, 1867]
sudoku-cell[interactable] bbox=[211, 2077, 241, 2107]
paragraph: ସମୟରେ ଭାରତର ବିକାଶକୁ ତ୍ୱରାନ୍ୱିତ କରିବା ପାଇଁ ପାରସ୍ପରିକ ବିଶ୍ୱାସ ଓ ସହଯୋଗ ଆବଶ୍ୟକ। ଏକ ଦେଶ ଭାବେ ଆମେ ସମସ୍ତେ ଗୋଟିଏ ଗାଡ଼ିରେ ଯାତ୍ରା କରୁଛୁ। ଗାଡ଼ି ଆଗକୁ ଗଲେ ସମସ୍ତେ ଆଗକୁ ଯିବେ, ପଛକୁ ଗଲେ ସମସ୍ତଙ୍କ କ୍ଷତି। bbox=[758, 202, 1118, 270]
sudoku-cell[interactable] bbox=[121, 1867, 151, 1897]
sudoku-cell[interactable] bbox=[271, 2047, 301, 2077]
sudoku-cell[interactable] bbox=[181, 2047, 211, 2077]
answer-cell: 5 bbox=[245, 2222, 262, 2239]
email-label: କେବଳ ବିଜ୍ଞାପନ ପାଇଁ ବ୍ୟବହାର କରନ୍ତୁ bbox=[1221, 2189, 1407, 2204]
kartavya-headline: କୋଉ ପରିସ୍ଥିତିରେ କ'ଣ କର୍ତ୍ତବ୍ୟ bbox=[1136, 194, 1492, 246]
sudoku-cell[interactable] bbox=[271, 1897, 301, 1927]
english-quote: "Ask modern Indian thinkers, why, after all the long years of British rule, are we still marked among the people of the world for our ignorance, our poverty and our monstrous death rate? By what right are light and bread and life denied?" bbox=[380, 1052, 738, 1140]
answer-cell: 3 bbox=[330, 2222, 347, 2239]
paragraph: ସହରର ପୁରୁଣା ଅଞ୍ଚଳଗୁଡ଼ିକ ସଂକୀର୍ଣ୍ଣ ଗଳିରେ ଭରା। ନୂଆ ଉପନଗରୀ ଗଢ଼ିଉଠୁଥିବା ବେଳେ ସେଠାରେ ମୌଳିକ ସୁବିଧା ପହଞ୍ଚି ନାହିଁ। ସହରବାସୀ ଏକ ସୁନ୍ଦର, ସ୍ୱଚ୍ଛ ଓ ନିରାପଦ କଟକର ସ୍ୱପ୍ନ ଦେଖୁଛନ୍ତି, କିନ୍ତୁ ସେ ସ୍ୱପ୍ନ ପୂରଣ ହେବ କେବେ? bbox=[6, 955, 362, 1023]
sudoku-cell[interactable] bbox=[271, 2077, 301, 2107]
answer-cell: 4 bbox=[313, 2171, 330, 2188]
chirantani-title: ଚିରନ୍ତନୀ bbox=[1136, 6, 1492, 50]
answer-cell: 3 bbox=[194, 2239, 211, 2256]
answer-cell: 5 bbox=[211, 2188, 228, 2205]
sudoku-cell[interactable] bbox=[121, 1927, 151, 1957]
feature-author: ଡକ୍ଟର ନରହରି ବେହେରା bbox=[658, 918, 840, 940]
answer-cell: 9 bbox=[313, 2239, 330, 2256]
answer-cell: 6 bbox=[194, 2290, 211, 2307]
column-author: ମହାପାତ୍ର ନୀଳମଣି ସାହୁ bbox=[1273, 524, 1423, 543]
kartavya-section bbox=[1136, 194, 1492, 1534]
letter-signature: ନିରଞ୍ଜନ ରାଉତ, ନାରାୟଣପୁର, ଜେଲେଡ଼ା bbox=[904, 1973, 1118, 1990]
sudoku-instructions: ସୁ-ଡୋ-କୁ ଏକ ଖେଳ। ଏଥିରେ ପ୍ରତି ଧାଡ଼ି, ସ୍ତମ୍ଭ ଓ ଛୋଟ ବର୍ଗରେ ୧ରୁ ୯ ପର୍ଯ୍ୟନ୍ତ ସଂଖ୍ୟା ଥରେ ମାତ୍ର ବ୍ୟବହାର ହେବ। ଉତ୍ତର ମିଳାଇ ଦେଖନ୍ତୁ। bbox=[10, 2152, 180, 2238]
paragraph: ଗୋଟିଏ ଗାଁରେ ଜଣେ ସାଧୁ ରହୁଥିଲେ। ଲୋକମାନେ ତାଙ୍କ ପାଖକୁ ନିଜ ସମସ୍ୟା ନେଇ ଆସୁଥିଲେ। ସାଧୁ ସବୁବେଳେ କହୁଥିଲେ - ନିଜ ଭିତରକୁ ଚାହଁ, ଉତ୍ତର ସେଠାରେ ଅଛି। ଏହି ଉପଦେଶ ଆଜି ବି ପ୍ରାସଙ୍ଗିକ। bbox=[1136, 758, 1492, 810]
sudoku-cell[interactable] bbox=[121, 1987, 151, 2017]
panjika-entry: ୩ - ବିଶ୍ୱ ଭିନ୍ନକ୍ଷମ ଦିବସ। ୨୦୦୩ରେ ରାଜ୍ୟ ସରକାର ଏକ ନୂଆ ଯୋଜନା ଘୋଷଣା କରିଥିଲେ। bbox=[1136, 1721, 1492, 1755]
sudoku-cell[interactable]: 8 bbox=[91, 1987, 121, 2017]
sudoku-cell[interactable] bbox=[211, 1987, 241, 2017]
answer-cell: 1 bbox=[245, 2188, 262, 2205]
answer-cell: 5 bbox=[228, 2239, 245, 2256]
sudoku-cell[interactable] bbox=[91, 1927, 121, 1957]
sudoku-cell[interactable]: 4 bbox=[211, 1957, 241, 1987]
